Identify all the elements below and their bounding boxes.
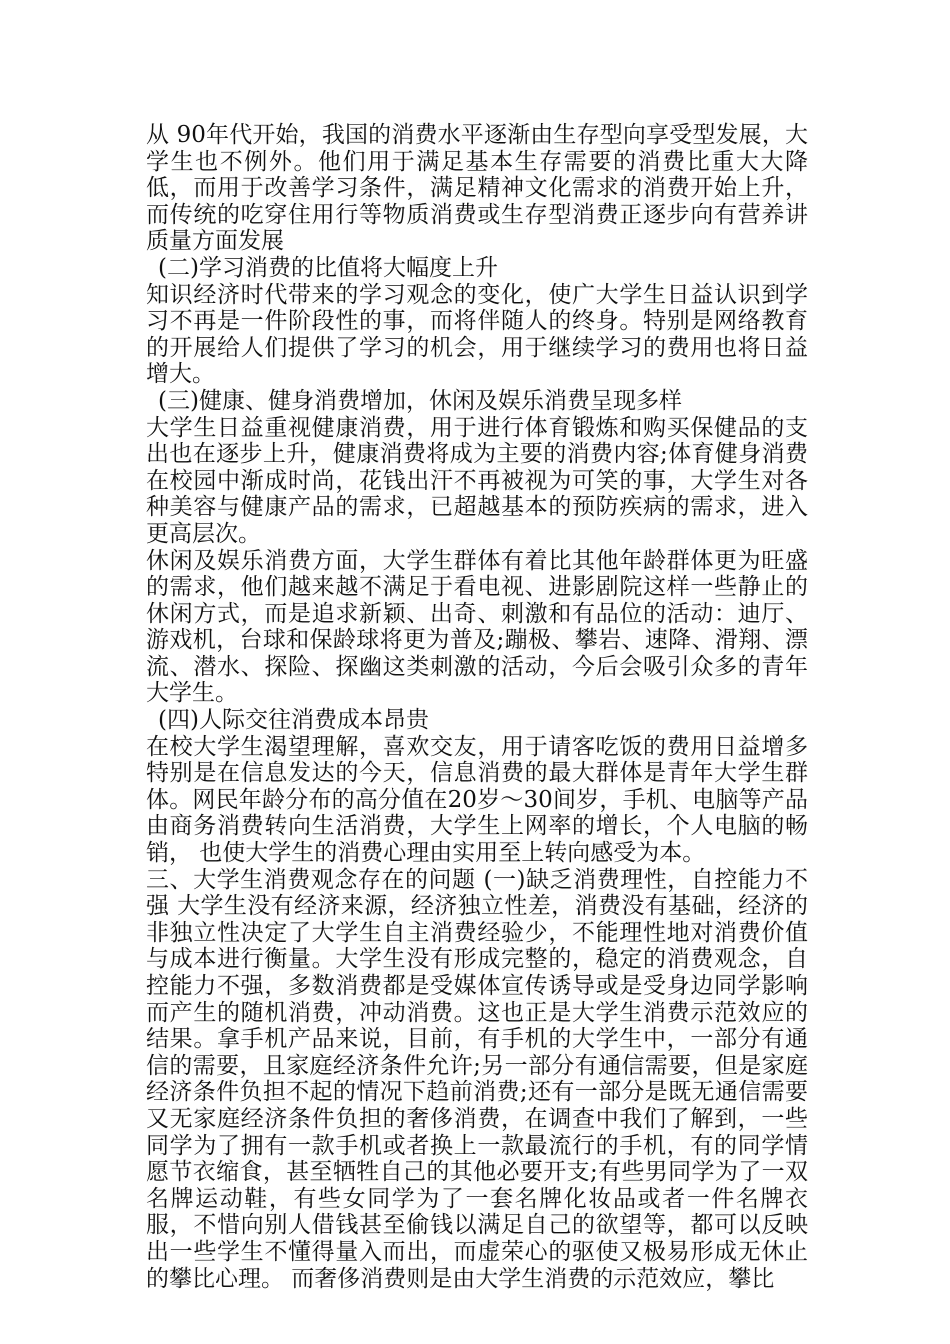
paragraph-leisure-consumption: 休闲及娱乐消费方面，大学生群体有着比其他年龄群体更为旺盛的需求，他们越来越不满足于看电视、进影剧院这样一些静止的休闲方式，而是追求新颖、出奇、刺激和有品位的活动：迪厅、游戏机，台球和保龄球将更为普及;蹦极、攀岩、速降、滑翔、漂流、潜水、探险、探幽这类刺激的活动，今后会吸引众多的青年大学生。	[146, 547, 808, 707]
paragraph-social-consumption: 在校大学生渴望理解，喜欢交友，用于请客吃饭的费用日益增多特别是在信息发达的今天，信息消费的最大群体是青年大学生群体。网民年龄分布的高分值在20岁～30间岁，手机、电脑等产品由商务消费转向生活消费，大学生上网率的增长，个人电脑的畅销， 也使大学生的消费心理由实用至上转向感受为本。	[146, 733, 808, 867]
paragraph-consumption-trend: 从 90年代开始，我国的消费水平逐渐由生存型向享受型发展，大学生也不例外。他们用于满足基本生存需要的消费比重大大降低，而用于改善学习条件，满足精神文化需求的消费开始上升，而传统的吃穿住用行等物质消费或生存型消费正逐步向有营养讲质量方面发展	[146, 122, 808, 255]
heading-social-consumption: (四)人际交往消费成本昂贵	[158, 707, 429, 734]
heading-health-leisure: (三)健康、健身消费增加，休闲及娱乐消费呈现多样	[158, 387, 682, 414]
paragraph-learning-consumption: 知识经济时代带来的学习观念的变化，使广大学生日益认识到学习不再是一件阶段性的事，而将伴随人的终身。特别是网络教育的开展给人们提供了学习的机会，用于继续学习的费用也将日益增大。	[146, 281, 808, 388]
heading-learning-consumption: (二)学习消费的比值将大幅度上升	[158, 254, 498, 281]
paragraph-health-consumption: 大学生日益重视健康消费，用于进行体育锻炼和购买保健品的支出也在逐步上升，健康消费将成为主要的消费内容;体育健身消费在校园中渐成时尚，花钱出汗不再被视为可笑的事，大学生对各种美容与健康产品的需求，已超越基本的预防疾病的需求，进入更高层次。	[146, 414, 808, 547]
paragraph-consumption-problems: 三、大学生消费观念存在的问题 (一)缺乏消费理性，自控能力不强 大学生没有经济来源，经济独立性差，消费没有基础，经济的非独立性决定了大学生自主消费经验少，不能理性地对消费价值与成本进行衡量。大学生没有形成完整的，稳定的消费观念，自控能力不强，多数消费都是受媒体宣传诱导或是受身边同学影响而产生的随机消费，冲动消费。这也正是大学生消费示范效应的结果。拿手机产品来说，目前，有手机的大学生中，一部分有通信的需要，且家庭经济条件允许;另一部分有通信需要，但是家庭经济条件负担不起的情况下趋前消费;还有一部分是既无通信需要又无家庭经济条件负担的奢侈消费，在调查中我们了解到，一些同学为了拥有一款手机或者换上一款最流行的手机，有的同学情愿节衣缩食，甚至牺牲自己的其他必要开支;有些男同学为了一双名牌运动鞋，有些女同学为了一套名牌化妆品或者一件名牌衣服，不惜向别人借钱甚至偷钱以满足自己的欲望等，都可以反映出一些学生不懂得量入而出，而虚荣心的驱使又极易形成无休止的攀比心理。 而奢侈消费则是由大学生消费的示范效应，攀比	[146, 866, 808, 1292]
document-body	[146, 122, 808, 1292]
